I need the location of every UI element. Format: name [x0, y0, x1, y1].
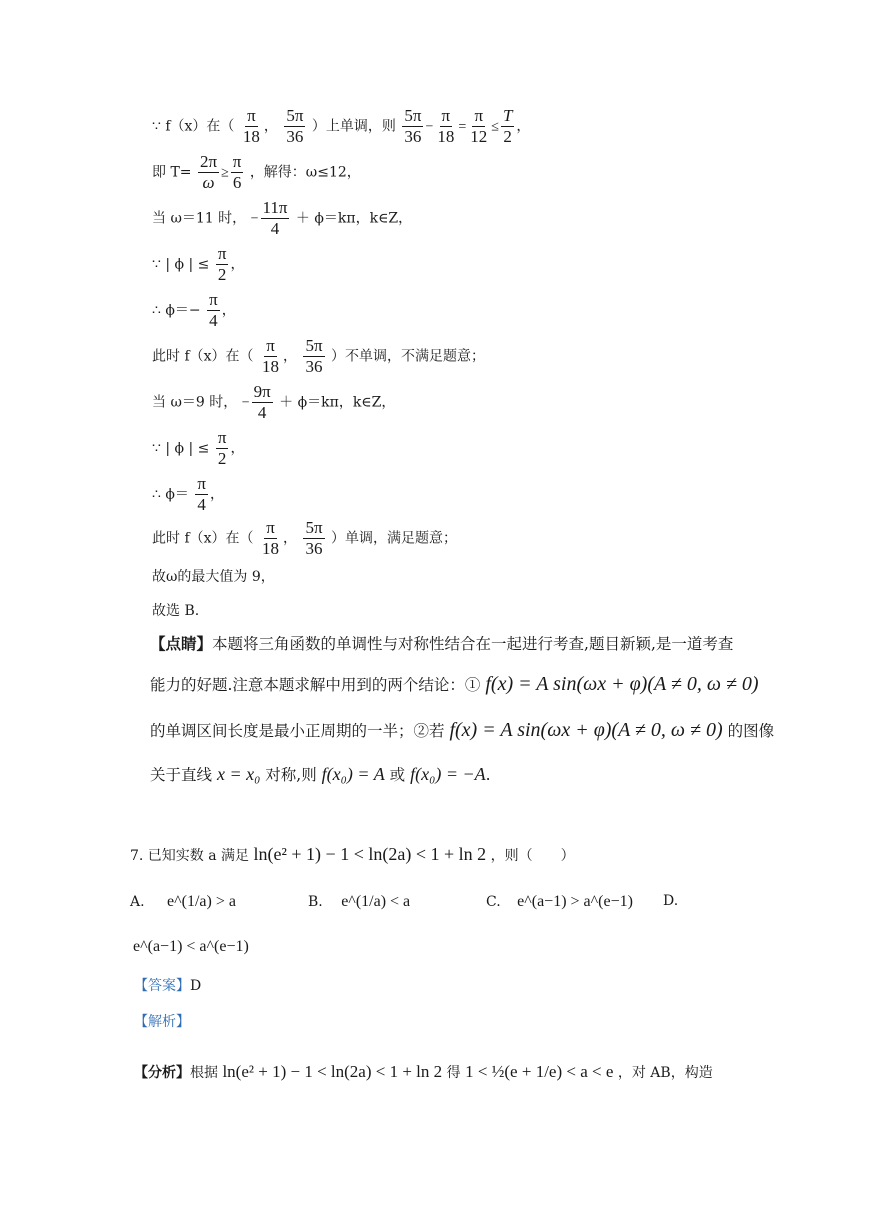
formula: f(x₀) = −A — [410, 764, 486, 784]
fraction-pi-6: $\frac{\pi}{6}$ — [232, 152, 242, 192]
fraction-pi-4: $\frac{\pi}{4}$ — [209, 290, 218, 330]
text: 此时 f（x）在（ — [152, 348, 254, 365]
text: ，解得：ω≤12， — [249, 164, 361, 181]
text: ＋ ϕ＝kπ，k∈Z， — [279, 394, 396, 411]
text: ∵ | ϕ | ≤ — [152, 440, 210, 457]
formula: f(x) = A sin(ωx + φ)(A ≠ 0, ω ≠ 0) — [449, 719, 723, 741]
text: 7. 已知实数 a 满足 — [130, 848, 250, 864]
text: 即 T= — [152, 164, 192, 181]
question-7-stem — [130, 844, 575, 866]
fraction-11pi-4: $\frac{11\pi}{4}$ — [262, 198, 288, 238]
solution-line-2: 即 T= $\frac{2\pi}{\omega}$ ≥ $\frac{\pi}{6}$ ，解得：ω≤12， — [152, 152, 361, 192]
text: 的图像 — [727, 722, 775, 740]
fenxi-tag: 【分析】 — [134, 1065, 190, 1081]
text: ）上单调，则 — [311, 118, 396, 135]
solution-line-6: 此时 f（x）在（ $\frac{\pi}{18}$ ， $\frac{5\pi}{36}$ ）不单调，不满足题意； — [152, 336, 485, 376]
solution-line-12: 故选 B. — [152, 603, 200, 619]
fraction-pi-2: $\frac{\pi}{2}$ — [217, 244, 227, 284]
fraction-5pi-36: $\frac{5\pi}{36}$ — [305, 336, 323, 376]
fraction-9pi-4: $\frac{9\pi}{4}$ — [253, 382, 271, 422]
text: ）单调，满足题意； — [330, 530, 457, 547]
option-a-formula: e^(1/a) > a — [167, 893, 236, 910]
solution-line-10: 此时 f（x）在（ $\frac{\pi}{18}$ ， $\frac{5\pi}{36}$ ）单调，满足题意； — [152, 518, 457, 558]
text: ∴ ϕ＝− — [152, 302, 201, 319]
formula: f(x) = A sin(ωx + φ)(A ≠ 0, ω ≠ 0) — [485, 673, 759, 695]
fraction-pi-12: $\frac{\pi}{12}$ — [470, 106, 488, 146]
text: ＋ ϕ＝kπ，k∈Z， — [295, 210, 413, 227]
answer-value: D — [190, 978, 202, 994]
fraction-pi-4: $\frac{\pi}{4}$ — [197, 474, 206, 514]
fraction-5pi-36: $\frac{5\pi}{36}$ — [286, 106, 304, 146]
text: ，则（ ） — [490, 848, 575, 864]
fraction-5pi-36: $\frac{5\pi}{36}$ — [305, 518, 323, 558]
dianjing-tag: 【点睛】 — [150, 634, 213, 653]
solution-line-7: 当 ω＝9 时， − $\frac{9\pi}{4}$ ＋ ϕ＝kπ，k∈Z， — [152, 382, 396, 422]
dianjing-line-4: 关于直线 x = x₀ 对称,则 f(x₀) = A 或 f(x₀) = −A. — [150, 764, 491, 784]
fraction-pi-18: $\frac{\pi}{18}$ — [437, 106, 455, 146]
fraction-5pi-36: $\frac{5\pi}{36}$ — [404, 106, 422, 146]
option-b-formula: e^(1/a) < a — [341, 893, 411, 910]
solution-line-9: ∴ ϕ＝ $\frac{\pi}{4}$ ， — [152, 474, 224, 514]
fraction-pi-18: $\frac{\pi}{18}$ — [242, 106, 260, 146]
jiexi-tag: 【解析】 — [134, 1014, 190, 1030]
text: ∵ f（x）在（ — [152, 118, 235, 135]
text: 当 ω＝11 时， — [152, 210, 247, 227]
formula: f(x₀) = A — [321, 764, 385, 784]
solution-line-5: ∴ ϕ＝− $\frac{\pi}{4}$ ， — [152, 290, 236, 330]
formula: ln(e² + 1) − 1 < ln(2a) < 1 + ln 2 — [222, 1062, 443, 1081]
text: 能力的好题.注意本题求解中用到的两个结论：① — [150, 676, 481, 694]
fenxi-line — [134, 1062, 713, 1083]
fraction-pi-18: $\frac{\pi}{18}$ — [261, 518, 279, 558]
formula: ln(e² + 1) − 1 < ln(2a) < 1 + ln 2 — [253, 844, 487, 864]
solution-line-1: ∵ f（x）在（ $\frac{\pi}{18}$ ， $\frac{5\pi}{36}$ ）上单调，则 $\frac{5\pi}{36}$ − $\frac{\pi}{18}$ = $\frac{\pi}{12}$ ≤ $\frac{T}{2}$ ， — [152, 106, 531, 146]
text: ∴ ϕ＝ — [152, 486, 189, 503]
answer-tag: 【答案】 — [134, 978, 190, 994]
fraction-pi-2: $\frac{\pi}{2}$ — [217, 428, 227, 468]
text: ）不单调，不满足题意； — [330, 348, 485, 365]
text: 此时 f（x）在（ — [152, 530, 254, 547]
dianjing-line-3 — [150, 720, 774, 741]
formula: x = x₀ — [216, 764, 261, 784]
text: 的单调区间长度是最小正周期的一半；②若 — [150, 722, 445, 740]
solution-line-3: 当 ω＝11 时， − $\frac{11\pi}{4}$ ＋ ϕ＝kπ，k∈Z， — [152, 198, 413, 238]
option-c[interactable]: C. e^(a−1) > a^(e−1) — [486, 893, 633, 910]
dianjing-line-1 — [150, 634, 733, 654]
option-a[interactable]: A. e^(1/a) > a — [130, 893, 236, 910]
solution-line-11: 故ω的最大值为 9， — [152, 569, 275, 585]
answer-line — [134, 976, 201, 996]
fraction-2pi-omega: $\frac{2\pi}{\omega}$ — [199, 152, 218, 192]
text: 本题将三角函数的单调性与对称性结合在一起进行考查,题目新颖,是一道考查 — [212, 635, 734, 653]
text: 或 — [389, 766, 406, 784]
solution-line-8: ∵ | ϕ | ≤ $\frac{\pi}{2}$ ， — [152, 428, 245, 468]
text: ∵ | ϕ | ≤ — [152, 256, 210, 273]
dianjing-line-2 — [150, 674, 759, 695]
text: 对称,则 — [265, 766, 317, 784]
jiexi-line — [134, 1012, 190, 1032]
option-d[interactable]: D. — [663, 893, 679, 909]
option-d-formula: e^(a−1) < a^(e−1) — [133, 938, 249, 955]
option-b[interactable]: B. e^(1/a) < a — [308, 893, 411, 910]
solution-line-4: ∵ | ϕ | ≤ $\frac{\pi}{2}$ ， — [152, 244, 245, 284]
text: 当 ω＝9 时， — [152, 394, 238, 411]
fraction-pi-18: $\frac{\pi}{18}$ — [261, 336, 279, 376]
option-c-formula: e^(a−1) > a^(e−1) — [517, 893, 633, 910]
fraction-T-2: $\frac{T}{2}$ — [502, 106, 513, 146]
formula: 1 < ½(e + 1/e) < a < e — [465, 1062, 614, 1081]
text: 根据 — [190, 1065, 218, 1081]
text: 得 — [446, 1065, 461, 1081]
text: ，对 AB，构造 — [617, 1065, 713, 1081]
text: 关于直线 — [150, 766, 213, 784]
